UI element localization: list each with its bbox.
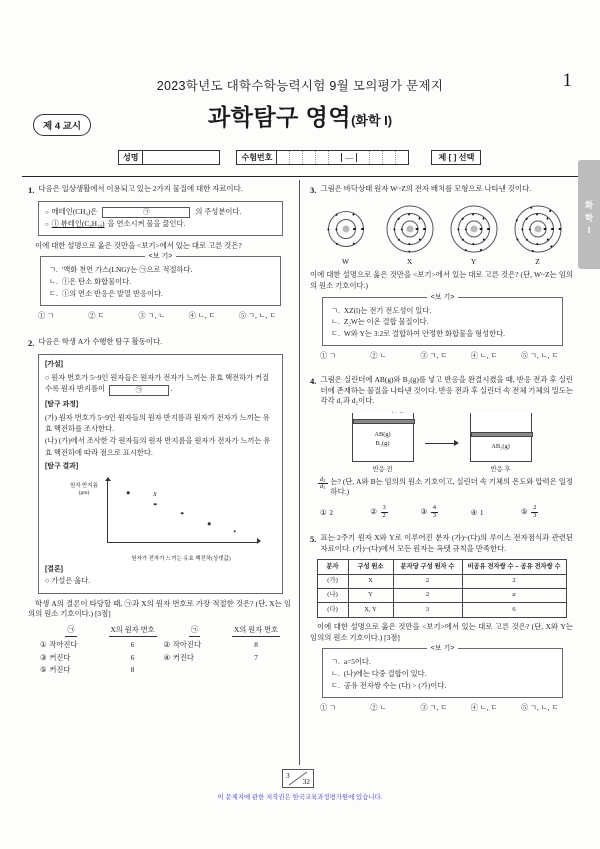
bogi-marker: ㄷ. bbox=[49, 288, 58, 298]
cylinder-diagram bbox=[310, 413, 573, 473]
question-1-choices bbox=[38, 311, 289, 321]
answer-grid-header bbox=[40, 625, 287, 637]
answer-value-a: 커진다 bbox=[49, 652, 71, 662]
question-2 bbox=[28, 337, 291, 675]
data-point-label-x: X bbox=[153, 492, 157, 499]
bogi-marker: ㄴ. bbox=[331, 669, 340, 679]
bohr-diagram-icon bbox=[447, 202, 501, 256]
answer-value-b: 8 bbox=[254, 640, 258, 650]
bogi-marker: ㄱ. bbox=[49, 265, 58, 275]
answer-option[interactable] bbox=[164, 653, 288, 663]
process-step: (가) 원자 번호가 5~9인 원자들의 원자 반지름과 원자가 전자가 느끼는 유효 핵전하를 조사한다. bbox=[45, 412, 270, 433]
answer-header-a: ㉠ bbox=[40, 625, 102, 637]
choice-option[interactable]: ③ ㄱ, ㄷ bbox=[420, 351, 448, 361]
bogi-marker: ㄴ. bbox=[331, 317, 340, 327]
choice-circle: ④ bbox=[470, 507, 478, 517]
question-3 bbox=[310, 184, 573, 361]
choice-denominator: 2 bbox=[382, 511, 386, 519]
bogi-marker: ㄱ. bbox=[331, 305, 340, 315]
choice-option[interactable] bbox=[420, 505, 470, 519]
choice-option[interactable] bbox=[471, 508, 521, 517]
choice-option[interactable]: ③ ㄱ, ㄷ bbox=[420, 702, 448, 712]
side-tab-char-1: 화 bbox=[584, 199, 594, 210]
cylinder-contents bbox=[471, 443, 531, 452]
question-2-activity-box bbox=[38, 354, 283, 594]
bogi-item bbox=[49, 288, 272, 300]
choice-option[interactable]: ③ ㄱ, ㄴ bbox=[138, 310, 166, 320]
hypothesis-post: . bbox=[170, 383, 173, 393]
question-4-number: 4. bbox=[310, 376, 317, 387]
bogi-text: a=5이다. bbox=[343, 657, 371, 667]
table-cell: 3 bbox=[393, 603, 462, 617]
choice-circle: ① bbox=[40, 640, 47, 650]
answer-value-a: 커진다 bbox=[172, 652, 194, 662]
bogi-item bbox=[331, 305, 554, 317]
data-line-rest: 을 연소시켜 물을 끓인다. bbox=[107, 219, 186, 229]
question-4-ask bbox=[310, 477, 573, 498]
bogi-caption: <보 기> bbox=[322, 643, 563, 653]
data-point bbox=[181, 512, 184, 515]
table-row bbox=[317, 588, 566, 602]
y-axis-text: 원자 반지름 (pm) bbox=[70, 482, 98, 496]
question-3-choices bbox=[320, 351, 571, 361]
bogi-item bbox=[331, 316, 554, 328]
bogi-text: XZ(l)는 전기 전도성이 있다. bbox=[343, 305, 432, 315]
choice-option[interactable]: ① ㄱ bbox=[38, 310, 55, 320]
choice-value: 2 bbox=[329, 507, 333, 517]
piston-icon bbox=[471, 432, 533, 437]
cylinder-caption: 반응 전 bbox=[372, 465, 393, 473]
table-header-cell: 분자 bbox=[317, 560, 348, 574]
answer-option[interactable] bbox=[40, 665, 164, 675]
question-1-number: 1. bbox=[28, 185, 35, 195]
choice-circle: ⑤ bbox=[40, 665, 47, 675]
answer-option[interactable] bbox=[40, 653, 164, 663]
data-line-post: 의 주성분이다. bbox=[195, 207, 242, 217]
hypothesis-text bbox=[45, 372, 276, 396]
question-5-ask: 이에 대한 설명으로 옳은 것만을 <보기>에서 있는 대로 고른 것은? (단, X와 Y는 임의의 원소 기호이다.) [3점] bbox=[310, 621, 573, 642]
exam-number-dash: — bbox=[341, 153, 357, 162]
nucleus-icon bbox=[406, 226, 413, 233]
gas-species: B₂(g) bbox=[375, 439, 390, 447]
question-4-stem: 그림은 실린더에 AB(g)와 B₂(g)를 넣고 반응을 완결시켰을 때, 반응 전과 후 실린더에 존재하는 물질을 나타낸 것이다. 반응 전과 후 실린더 속 전체 기체의 밀도는 각각 d₁과 d₂이다. bbox=[320, 375, 573, 406]
bohr-diagram-icon bbox=[383, 202, 437, 256]
subject-side-tab bbox=[578, 160, 600, 269]
bogi-text: Z₂W는 이온 결합 물질이다. bbox=[343, 317, 429, 327]
page-total: 32 bbox=[302, 777, 310, 786]
answer-value-b: 7 bbox=[254, 652, 258, 662]
subject-select-box[interactable]: 제 [ ] 선택 bbox=[431, 150, 481, 165]
table-cell: 2 bbox=[393, 574, 462, 588]
atom-label: Y bbox=[470, 257, 477, 267]
blank-placeholder-a: ㉠ bbox=[109, 385, 169, 396]
chart-axes bbox=[107, 481, 257, 543]
question-1-stem: 다음은 일상생활에서 이용되고 있는 2가지 물질에 대한 자료이다. bbox=[38, 184, 243, 193]
atom-model-z bbox=[508, 202, 568, 266]
table-header-cell: 분자당 구성 원자 수 bbox=[393, 560, 462, 574]
side-tab-char-2: 학 bbox=[584, 212, 594, 223]
gas-species: AB(g) bbox=[374, 430, 391, 438]
bullet-icon: ○ bbox=[45, 222, 49, 229]
question-5-number: 5. bbox=[310, 534, 317, 545]
table-cell: a bbox=[462, 588, 566, 602]
nucleus-icon bbox=[470, 226, 477, 233]
question-1 bbox=[28, 184, 291, 321]
exam-number-cell[interactable] bbox=[370, 151, 383, 164]
bogi-text: 공유 전자쌍 수는 (다) > (가)이다. bbox=[343, 680, 447, 690]
atom-label: Z bbox=[535, 257, 540, 267]
exam-number-cell[interactable] bbox=[396, 151, 408, 164]
bogi-item bbox=[49, 264, 272, 276]
answer-option[interactable] bbox=[164, 640, 288, 650]
choice-option[interactable]: ② ㄴ bbox=[370, 702, 387, 712]
x-arrow-icon bbox=[257, 538, 261, 544]
answer-value-b: 6 bbox=[130, 652, 135, 662]
bohr-diagram-icon bbox=[511, 202, 565, 256]
exam-number-cells-right[interactable] bbox=[357, 151, 408, 164]
data-point bbox=[233, 530, 236, 533]
table-cell: (다) bbox=[317, 603, 348, 617]
right-column bbox=[310, 184, 573, 722]
choice-circle: ① bbox=[320, 507, 327, 517]
bogi-text: W와 Y는 3:2로 결합하여 안정한 화합물을 형성한다. bbox=[343, 329, 506, 339]
chart-x-axis-label: 원자가 전자가 느끼는 유효 핵전하(상댓값) bbox=[131, 556, 231, 563]
answer-value-a: 작아진다 bbox=[49, 640, 78, 650]
table-cell: 6 bbox=[462, 603, 566, 617]
hypothesis-pre: ○ 원자 번호가 5~9인 원자들은 원자가 전자가 느끼는 유효 핵전하가 커질수록 원자 반지름이 bbox=[45, 372, 270, 393]
choice-option[interactable]: ② ㄴ bbox=[370, 351, 387, 361]
exam-number-cell[interactable] bbox=[357, 151, 370, 164]
exam-number-field[interactable] bbox=[236, 150, 409, 165]
header-divider bbox=[22, 176, 578, 177]
chart-y-axis bbox=[107, 481, 108, 543]
table-cell: (나) bbox=[317, 588, 348, 602]
table-header-row bbox=[317, 560, 566, 574]
cylinder-after bbox=[467, 413, 535, 473]
section-process-label: [탐구 과정] bbox=[45, 400, 79, 408]
conclusion-text: ○ 가설은 옳다. bbox=[45, 576, 91, 586]
bogi-item bbox=[331, 668, 554, 680]
exam-header-line: 2023학년도 대학수학능력시험 9월 모의평가 문제지 bbox=[156, 79, 444, 93]
answer-option[interactable] bbox=[40, 640, 164, 650]
exam-number-cell[interactable] bbox=[383, 151, 396, 164]
question-4-choices bbox=[320, 505, 571, 519]
exam-number-cell[interactable] bbox=[277, 151, 290, 164]
cylinder-before bbox=[349, 413, 417, 473]
nucleus-icon bbox=[342, 226, 349, 233]
chart-y-axis-label bbox=[67, 483, 101, 498]
bogi-marker: ㄷ. bbox=[331, 329, 340, 339]
subject-main: 과학탐구 영역 bbox=[207, 104, 352, 130]
choice-option[interactable]: ① ㄱ bbox=[320, 351, 337, 361]
bogi-text: ⓛ은 탄소 화합물이다. bbox=[61, 277, 132, 287]
question-5-stem: 표는 2주기 원자 X와 Y로 이루어진 분자 (가)~(다)의 루이스 전자점식과 관련된 자료이다. (가)~(다)에서 모든 원자는 옥텟 규칙을 만족한다. bbox=[320, 533, 573, 553]
choice-value: 1 bbox=[479, 507, 484, 517]
header-page-number: 1 bbox=[562, 70, 572, 91]
bogi-text: (나)에는 다중 결합이 있다. bbox=[343, 669, 427, 679]
question-2-ask: 학생 A의 결론이 타당할 때, ㉠과 X의 원자 번호로 가장 적절한 것은? (단, X는 임의의 원소 기호이다.) [3점] bbox=[28, 598, 291, 619]
bohr-diagram-icon bbox=[319, 202, 373, 256]
choice-numerator: 4 bbox=[432, 504, 437, 512]
table-cell: (가) bbox=[317, 574, 348, 588]
choice-option[interactable] bbox=[521, 505, 571, 519]
side-tab-char-3: I bbox=[587, 224, 591, 235]
choice-circle: ② bbox=[163, 640, 171, 650]
table-cell: X, Y bbox=[348, 603, 393, 617]
choice-denominator: 3 bbox=[533, 511, 537, 519]
exam-number-label: 수험번호 bbox=[237, 151, 277, 164]
bullet-icon: ○ bbox=[45, 210, 49, 217]
page-current: 3 bbox=[286, 771, 290, 780]
question-4 bbox=[310, 375, 573, 519]
data-point bbox=[127, 492, 130, 495]
atom-label: X bbox=[406, 257, 413, 267]
answer-option-empty bbox=[164, 665, 288, 675]
bogi-marker: ㄷ. bbox=[331, 680, 340, 690]
choice-numerator: 3 bbox=[382, 504, 386, 512]
page-title bbox=[0, 99, 600, 132]
choice-circle: ③ bbox=[40, 652, 47, 662]
question-1-bogi-wrap bbox=[40, 253, 281, 305]
bogi-caption: <보 기> bbox=[40, 251, 281, 261]
section-hypothesis-label: [가설] bbox=[45, 360, 63, 368]
atom-model-x bbox=[380, 202, 440, 266]
choice-circle: ④ bbox=[163, 652, 171, 662]
exam-number-cell[interactable] bbox=[290, 151, 303, 164]
question-1-bogi-box bbox=[40, 256, 281, 305]
cylinder-body bbox=[352, 413, 414, 462]
table-cell: Y bbox=[348, 588, 393, 602]
bogi-item bbox=[331, 328, 554, 340]
choice-circle: ⑤ bbox=[520, 506, 528, 516]
table-row bbox=[317, 574, 566, 588]
scatter-chart bbox=[67, 477, 265, 563]
molecule-data-table bbox=[317, 559, 567, 617]
choice-option[interactable] bbox=[370, 505, 420, 519]
answer-grid-header-right bbox=[164, 625, 288, 637]
answer-row bbox=[40, 653, 287, 663]
question-1-ask: 이에 대한 설명으로 옳은 것만을 <보기>에서 있는 대로 고른 것은? bbox=[35, 240, 242, 250]
name-field[interactable] bbox=[118, 150, 220, 165]
choice-option[interactable]: ② ㄷ bbox=[88, 310, 105, 320]
piston-icon bbox=[353, 419, 415, 424]
question-5-bogi-box bbox=[322, 648, 563, 697]
answer-row bbox=[40, 665, 287, 675]
question-2-stem: 다음은 학생 A가 수행한 탐구 활동이다. bbox=[38, 336, 162, 346]
answer-value-b: 6 bbox=[130, 640, 135, 650]
gas-species: AB₂(g) bbox=[491, 442, 510, 450]
identification-row bbox=[118, 150, 481, 165]
question-2-number: 2. bbox=[28, 337, 35, 348]
exam-number-cell[interactable] bbox=[329, 151, 341, 164]
choice-option[interactable]: ⑤ ㄱ, ㄴ, ㄷ bbox=[520, 351, 559, 361]
bogi-marker: ㄴ. bbox=[49, 277, 58, 287]
cylinder-contents bbox=[353, 431, 413, 449]
left-column bbox=[28, 184, 291, 684]
name-label: 성명 bbox=[119, 151, 143, 164]
atom-model-group bbox=[310, 202, 573, 266]
question-1-data-box bbox=[38, 201, 283, 235]
page-indicator bbox=[282, 769, 314, 788]
choice-numerator: 2 bbox=[533, 504, 537, 512]
table-cell: X bbox=[348, 574, 393, 588]
subject-sub: (화학 I) bbox=[351, 113, 393, 128]
question-5-bogi-wrap bbox=[322, 645, 563, 697]
choice-option[interactable]: ⑤ ㄱ, ㄴ, ㄷ bbox=[238, 310, 277, 320]
answer-header-a: ㉠ bbox=[164, 625, 226, 637]
nucleus-icon bbox=[534, 226, 541, 233]
question-3-ask: 이에 대한 설명으로 옳은 것만을 <보기>에서 있는 대로 고른 것은? (단, W~Z는 임의의 원소 기호이다.) bbox=[310, 270, 573, 290]
data-line-underlined: ⓛ 뷰테인(C₄H₁₀) bbox=[51, 219, 105, 229]
column-divider bbox=[299, 180, 300, 765]
bogi-item bbox=[49, 276, 272, 288]
reaction-arrow-icon bbox=[425, 438, 459, 448]
question-3-bogi-box bbox=[322, 297, 563, 346]
data-point bbox=[208, 523, 211, 526]
name-input[interactable] bbox=[143, 151, 219, 164]
question-4-ask-text: 는? (단, A와 B는 임의의 원소 기호이고, 실린더 속 기체의 온도와 압력은 일정하다.) bbox=[330, 476, 573, 497]
question-5 bbox=[310, 533, 573, 712]
answer-grid-header-left bbox=[40, 625, 164, 637]
table-cell: 2 bbox=[393, 588, 462, 602]
choice-option[interactable]: ④ ㄴ, ㄷ bbox=[470, 351, 498, 361]
atom-model-w bbox=[316, 202, 376, 266]
answer-value-b: 8 bbox=[130, 665, 135, 675]
data-line-pre: 메테인(CH₄)은 bbox=[51, 207, 98, 217]
answer-row bbox=[40, 640, 287, 650]
atom-model-y bbox=[444, 202, 504, 266]
answer-value-a: 작아진다 bbox=[172, 640, 202, 650]
choice-option[interactable]: ① ㄱ bbox=[320, 702, 337, 712]
answer-header-b: X의 원자 번호 bbox=[225, 625, 287, 637]
bogi-item bbox=[331, 680, 554, 692]
question-2-answer-grid bbox=[40, 625, 287, 675]
table-cell: 2 bbox=[462, 574, 566, 588]
question-3-stem: 그림은 바닥상태 원자 W~Z의 전자 배치를 모형으로 나타낸 것이다. bbox=[320, 184, 532, 193]
choice-option[interactable]: ⑤ ㄱ, ㄴ, ㄷ bbox=[520, 702, 559, 712]
chart-x-axis bbox=[107, 542, 257, 543]
atom-label: W bbox=[342, 257, 349, 267]
question-3-number: 3. bbox=[310, 185, 317, 195]
copyright-notice: 이 문제지에 관한 저작권은 한국교육과정평가원에 있습니다. bbox=[217, 794, 383, 801]
bogi-item bbox=[331, 656, 554, 668]
exam-number-cells-left[interactable] bbox=[277, 151, 341, 164]
y-arrow-icon bbox=[105, 477, 111, 481]
choice-denominator: 3 bbox=[432, 511, 437, 519]
choice-option[interactable] bbox=[320, 508, 370, 517]
data-line bbox=[45, 206, 276, 218]
bogi-text: '액화 천연 가스(LNG)'는 ㉠으로 적절하다. bbox=[61, 265, 193, 275]
section-result-label: [탐구 결과] bbox=[45, 462, 79, 470]
table-header-cell: 구성 원소 bbox=[348, 560, 393, 574]
density-ratio-fraction: $\frac{d_2}{d_1}$ bbox=[320, 475, 326, 491]
answer-value-a: 커진다 bbox=[49, 665, 71, 675]
question-3-bogi-wrap bbox=[322, 293, 563, 346]
bogi-caption: <보 기> bbox=[322, 292, 563, 302]
period-badge: 제 4 교시 bbox=[33, 114, 91, 136]
cylinder-body bbox=[470, 413, 532, 462]
table-row bbox=[317, 603, 566, 617]
section-conclusion-label: [결론] bbox=[45, 565, 63, 573]
choice-circle: ② bbox=[370, 506, 378, 516]
choice-option[interactable]: ④ ㄴ, ㄷ bbox=[470, 702, 498, 712]
exam-number-cell[interactable] bbox=[316, 151, 329, 164]
bogi-text: ⓛ의 연소 반응은 발열 반응이다. bbox=[61, 288, 163, 298]
bogi-marker: ㄱ. bbox=[331, 657, 340, 667]
exam-number-cell[interactable] bbox=[303, 151, 316, 164]
answer-header-b: X의 원자 번호 bbox=[102, 625, 164, 637]
choice-circle: ③ bbox=[420, 506, 428, 516]
process-step: (나) (가)에서 조사한 각 원자들의 원자 반지름을 원자가 전자가 느끼는 유효 핵전하에 따라 점으로 표시한다. bbox=[45, 436, 271, 457]
data-point bbox=[154, 503, 157, 506]
table-header-cell: 비공유 전자쌍 수 – 공유 전자쌍 수 bbox=[462, 560, 566, 574]
data-line bbox=[45, 218, 276, 230]
cylinder-caption: 반응 후 bbox=[490, 465, 511, 473]
question-5-choices bbox=[320, 703, 571, 713]
choice-option[interactable]: ④ ㄴ, ㄷ bbox=[188, 310, 216, 320]
blank-placeholder-a: ㉠ bbox=[102, 207, 190, 218]
